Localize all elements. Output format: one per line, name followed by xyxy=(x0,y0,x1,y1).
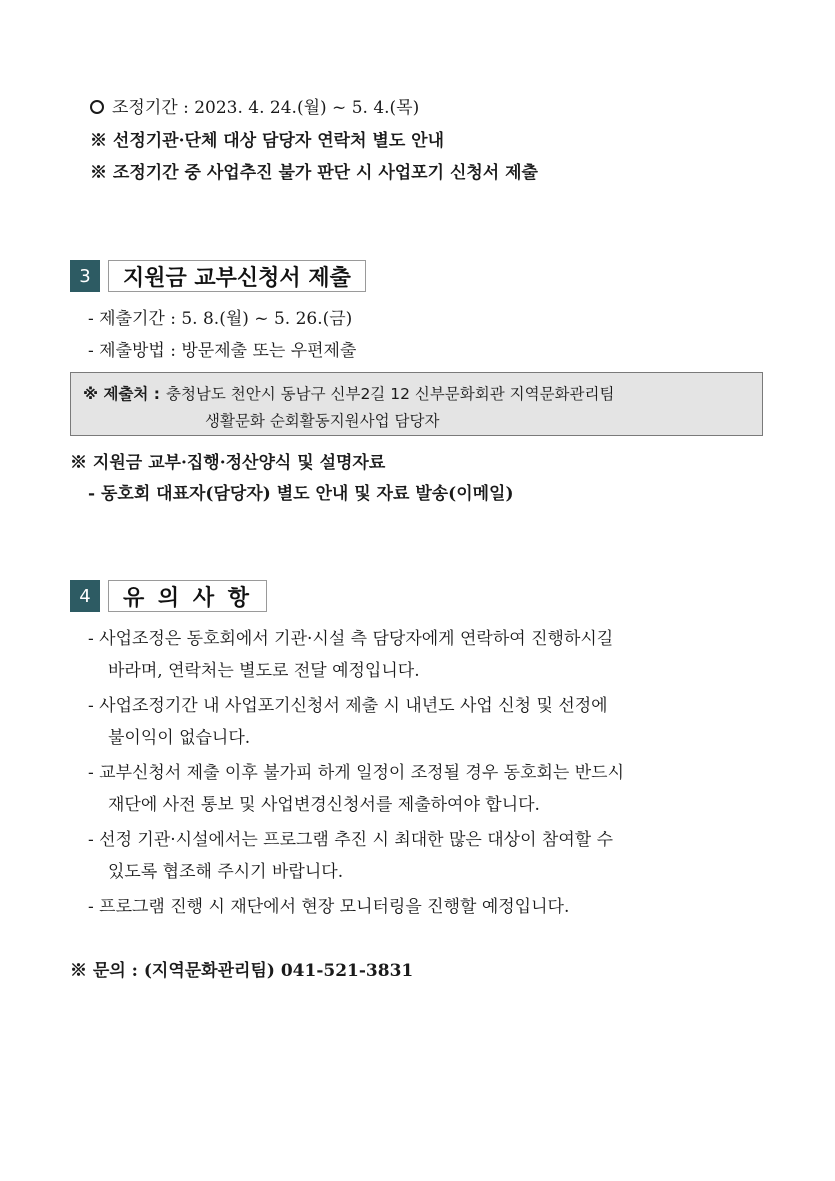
caution-item-3-line-1: - 교부신청서 제출 이후 불가피 하게 일정이 조정될 경우 동호회는 반드시 xyxy=(88,763,625,783)
caution-item-1-line-2: 바라며, 연락처는 별도로 전달 예정입니다. xyxy=(108,661,420,681)
caution-item-5-line-1: - 프로그램 진행 시 재단에서 현장 모니터링을 진행할 예정입니다. xyxy=(88,897,570,917)
adjust-note-2: ※ 조정기간 중 사업추진 불가 판단 시 사업포기 신청서 제출 xyxy=(90,163,538,183)
section-4-title: 유 의 사 항 xyxy=(108,580,267,612)
submission-address-line-1: ※ 제출처 : 충청남도 천안시 동남구 신부2길 12 신부문화회관 지역문화관리팀 xyxy=(83,385,615,403)
caution-item-4-line-1: - 선정 기관·시설에서는 프로그램 추진 시 최대한 많은 대상이 참여할 수 xyxy=(88,830,614,850)
section-3-item-method: - 제출방법 : 방문제출 또는 우편제출 xyxy=(88,341,357,361)
caution-item-4-line-2: 있도록 협조해 주시기 바랍니다. xyxy=(108,862,344,882)
section-3-title: 지원금 교부신청서 제출 xyxy=(108,260,366,292)
section-4-number: 4 xyxy=(70,580,100,612)
caution-item-1-line-1: - 사업조정은 동호회에서 기관·시설 측 담당자에게 연락하여 진행하시길 xyxy=(88,629,614,649)
section-3-item-period: - 제출기간 : 5. 8.(월) ~ 5. 26.(금) xyxy=(88,309,353,329)
circle-bullet-icon xyxy=(90,100,104,114)
adjust-note-1: ※ 선정기관·단체 대상 담당자 연락처 별도 안내 xyxy=(90,131,445,151)
caution-item-2-line-1: - 사업조정기간 내 사업포기신청서 제출 시 내년도 사업 신청 및 선정에 xyxy=(88,696,608,716)
submission-address-box xyxy=(70,372,763,436)
section-3-number: 3 xyxy=(70,260,100,292)
contact-info: ※ 문의 : (지역문화관리팀) 041-521-3831 xyxy=(70,961,414,981)
caution-item-3-line-2: 재단에 사전 통보 및 사업변경신청서를 제출하여야 합니다. xyxy=(108,795,540,815)
adjust-period: 조정기간 : 2023. 4. 24.(월) ~ 5. 4.(목) xyxy=(90,97,419,119)
submission-label: ※ 제출처 : xyxy=(83,385,160,403)
submission-address-line-2: 생활문화 순회활동지원사업 담당자 xyxy=(205,412,440,430)
section-3-note: ※ 지원금 교부·집행·정산양식 및 설명자료 xyxy=(70,453,386,473)
section-3-subnote: - 동호회 대표자(담당자) 별도 안내 및 자료 발송(이메일) xyxy=(88,484,514,504)
caution-item-2-line-2: 불이익이 없습니다. xyxy=(108,728,251,748)
